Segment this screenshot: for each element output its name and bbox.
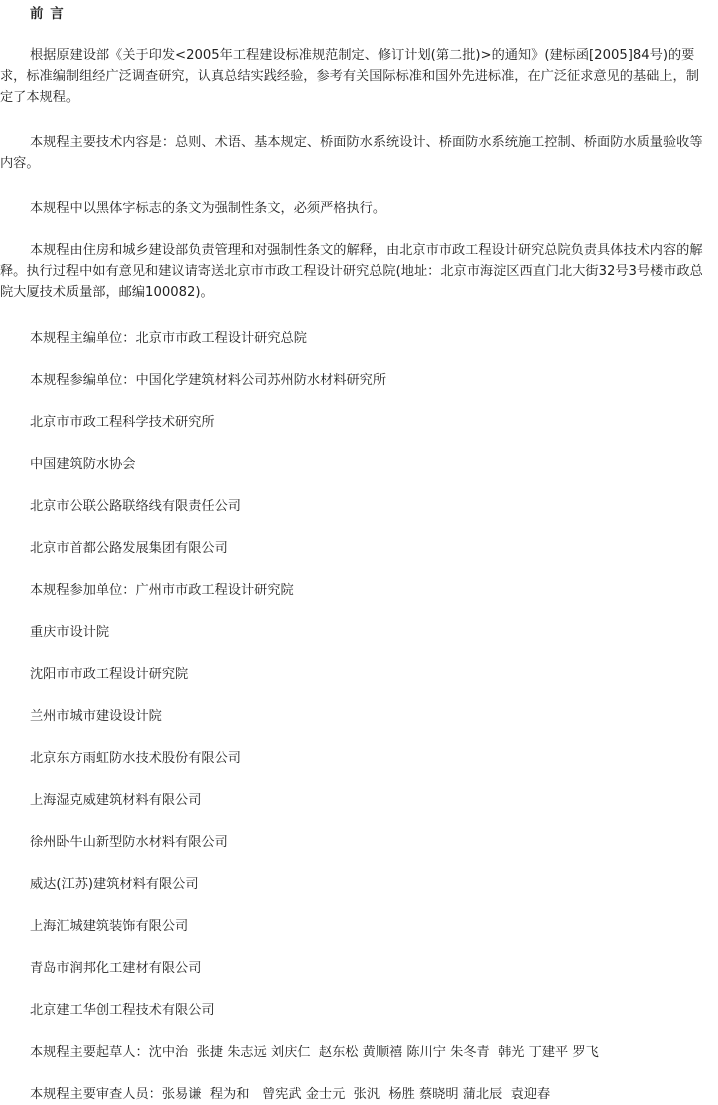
paragraph-basis: 根据原建设部《关于印发<2005年工程建设标准规范制定、修订计划(第二批)>的通知》(建标函[2005]84号)的要求，标准编制组经广泛调查研究，认真总结实践经验，参考有关国际标准和国外先进标准，在广泛征求意见的基础上，制定了本规程。 [0,48,699,105]
list-item: 北京市市政工程科学技术研究所 [30,415,215,430]
list-item: 中国建筑防水协会 [30,457,136,472]
list-item: 徐州卧牛山新型防水材料有限公司 [30,835,228,850]
list-item: 兰州市城市建设设计院 [30,709,162,724]
paragraph-technical-content: 本规程主要技术内容是：总则、术语、基本规定、桥面防水系统设计、桥面防水系统施工控制、桥面防水质量验收等内容。 [0,135,703,171]
page-title: 前 言 [30,6,65,22]
paragraph-management: 本规程由住房和城乡建设部负责管理和对强制性条文的解释，由北京市市政工程设计研究总院负责具体技术内容的解释。执行过程中如有意见和建议请寄送北京市市政工程设计研究总院(地址：北京市海淀区西直门北大街32号3号楼市政总院大厦技术质量部，邮编100082)。 [0,243,703,300]
participating-unit: 本规程参加单位：广州市市政工程设计研究院 [30,583,294,598]
list-item: 北京市首都公路发展集团有限公司 [30,541,228,556]
list-item: 重庆市设计院 [30,625,110,640]
list-item: 北京东方雨虹防水技术股份有限公司 [30,751,241,766]
list-item: 上海湿克威建筑材料有限公司 [30,793,202,808]
main-drafters: 本规程主要起草人：沈中治 张捷 朱志远 刘庆仁 赵东松 黄顺禧 陈川宁 朱冬青 韩光 丁建平 罗飞 [30,1045,599,1060]
list-item: 上海汇城建筑装饰有限公司 [30,919,189,934]
list-item: 北京市公联公路联络线有限责任公司 [30,499,241,514]
list-item: 青岛市润邦化工建材有限公司 [30,961,202,976]
list-item: 威达(江苏)建筑材料有限公司 [30,877,199,892]
chief-editor-unit: 本规程主编单位：北京市市政工程设计研究总院 [30,331,307,346]
list-item: 北京建工华创工程技术有限公司 [30,1003,215,1018]
main-reviewers: 本规程主要审查人员：张易谦 程为和 曾宪武 金士元 张汎 杨胜 蔡晓明 蒲北辰 袁迎春 [30,1087,551,1102]
list-item: 沈阳市市政工程设计研究院 [30,667,189,682]
paragraph-mandatory-clauses: 本规程中以黑体字标志的条文为强制性条文，必须严格执行。 [30,201,387,216]
participating-editor-unit: 本规程参编单位：中国化学建筑材料公司苏州防水材料研究所 [30,373,387,388]
